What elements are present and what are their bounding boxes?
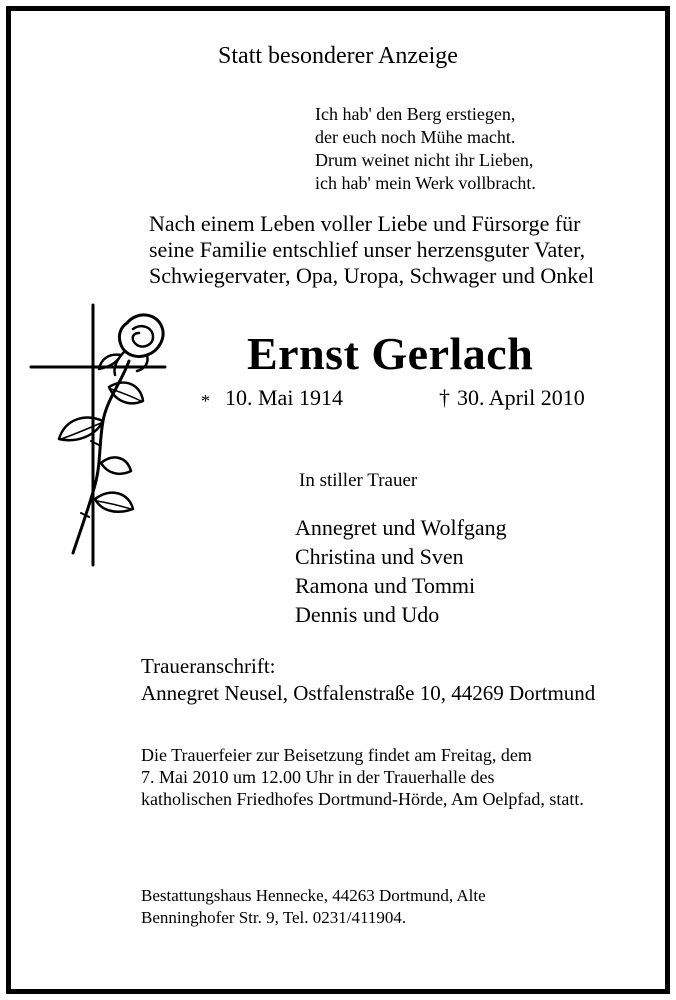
undertaker-line-1: Bestattungshaus Hennecke, 44263 Dortmund, Alte: [141, 886, 486, 905]
birth-symbol: *: [201, 391, 210, 411]
mourning-phrase: In stiller Trauer: [299, 470, 418, 491]
poem-line-2: der euch noch Mühe macht.: [315, 127, 516, 147]
address-label: Traueranschrift:: [141, 654, 276, 678]
death-date: 30. April 2010: [457, 385, 585, 410]
poem-line-1: Ich hab' den Berg erstiegen,: [315, 104, 516, 124]
mourner-4: Dennis und Udo: [295, 602, 440, 627]
obituary-notice: [6, 6, 670, 994]
death-symbol: †: [439, 385, 450, 410]
mourner-2: Christina und Sven: [295, 544, 464, 569]
birth-date: 10. Mai 1914: [225, 385, 343, 410]
poem-line-3: Drum weinet nicht ihr Lieben,: [315, 150, 534, 170]
address-value: Annegret Neusel, Ostfalenstraße 10, 44269 Dortmund: [141, 681, 596, 705]
mourner-3: Ramona und Tommi: [295, 573, 476, 598]
intro-line-1: Nach einem Leben voller Liebe und Fürsorge für: [149, 211, 581, 236]
header-title: Statt besonderer Anzeige: [218, 43, 458, 69]
cross-with-rose-icon: [29, 303, 171, 571]
ceremony-line-2: 7. Mai 2010 um 12.00 Uhr in der Trauerhalle des: [141, 767, 495, 787]
intro-line-3: Schwiegervater, Opa, Uropa, Schwager und Onkel: [149, 263, 595, 288]
poem-line-4: ich hab' mein Werk vollbracht.: [315, 173, 536, 193]
mourner-1: Annegret und Wolfgang: [295, 515, 507, 540]
deceased-name: Ernst Gerlach: [247, 328, 534, 379]
ceremony-line-3: katholischen Friedhofes Dortmund-Hörde, Am Oelpfad, statt.: [141, 789, 584, 809]
intro-line-2: seine Familie entschlief unser herzensguter Vater,: [149, 237, 586, 262]
ceremony-line-1: Die Trauerfeier zur Beisetzung findet am Freitag, dem: [141, 745, 532, 765]
undertaker-line-2: Benninghofer Str. 9, Tel. 0231/411904.: [141, 908, 407, 927]
